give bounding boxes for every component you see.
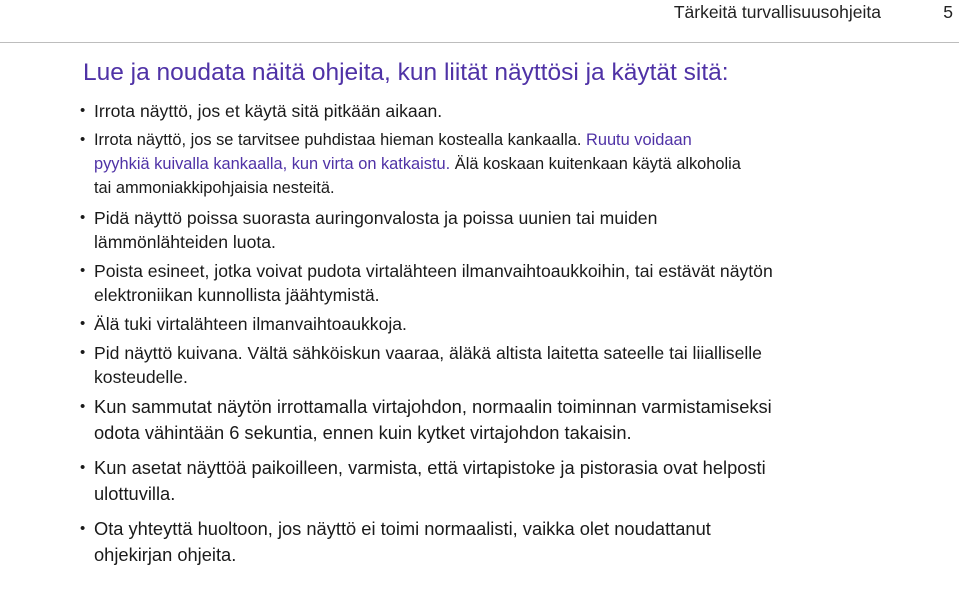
list-item bbox=[80, 455, 955, 507]
list-item bbox=[80, 341, 955, 389]
header-title: Tärkeitä turvallisuusohjeita bbox=[673, 2, 881, 22]
bullet: • bbox=[80, 209, 86, 226]
bullet: • bbox=[80, 131, 86, 148]
safety-instructions-list bbox=[80, 99, 955, 577]
item-text: Irrota näyttö, jos se tarvitsee puhdistaa hieman kostealla kankaalla. bbox=[94, 131, 582, 149]
page-header bbox=[0, 0, 959, 43]
list-item bbox=[80, 206, 955, 254]
item-text: lämmönlähteiden luota. bbox=[94, 232, 276, 252]
item-text: tai ammoniakkipohjaisia nesteitä. bbox=[94, 179, 335, 197]
list-item bbox=[80, 128, 955, 200]
list-item bbox=[80, 516, 955, 568]
item-text: Älä tuki virtalähteen ilmanvaihtoaukkoja. bbox=[94, 314, 407, 334]
bullet: • bbox=[80, 520, 86, 537]
item-text: Kun sammutat näytön irrottamalla virtajohdon, normaalin toiminnan varmistamiseksi bbox=[94, 396, 772, 417]
item-text-highlight: pyyhkiä kuivalla kankaalla, kun virta on katkaistu. bbox=[94, 155, 451, 173]
item-text: Poista esineet, jotka voivat pudota virtalähteen ilmanvaihtoaukkoihin, tai estävät näytön bbox=[94, 261, 773, 281]
item-text: ulottuvilla. bbox=[94, 483, 176, 504]
item-text: odota vähintään 6 sekuntia, ennen kuin kytket virtajohdon takaisin. bbox=[94, 422, 632, 443]
item-text: Kun asetat näyttöä paikoilleen, varmista, että virtapistoke ja pistorasia ovat helposti bbox=[94, 457, 766, 478]
item-text: ohjekirjan ohjeita. bbox=[94, 544, 237, 565]
bullet: • bbox=[80, 315, 86, 332]
list-item bbox=[80, 312, 955, 336]
item-text-line bbox=[94, 152, 955, 176]
item-text-highlight: Ruutu voidaan bbox=[581, 131, 692, 149]
item-text: Pidä näyttö poissa suorasta auringonvalosta ja poissa uunien tai muiden bbox=[94, 208, 658, 228]
item-text: Ota yhteyttä huoltoon, jos näyttö ei toimi normaalisti, vaikka olet noudattanut bbox=[94, 518, 711, 539]
bullet: • bbox=[80, 344, 86, 361]
item-text: elektroniikan kunnollista jäähtymistä. bbox=[94, 285, 380, 305]
section-heading: Lue ja noudata näitä ohjeita, kun liität näyttösi ja käytät sitä: bbox=[83, 59, 729, 86]
item-text: Pid näyttö kuivana. Vältä sähköiskun vaaraa, äläkä altista laitetta sateelle tai liialliselle bbox=[94, 343, 762, 363]
list-item bbox=[80, 99, 955, 123]
bullet: • bbox=[80, 262, 86, 279]
page-number: 5 bbox=[943, 2, 953, 22]
item-text: kosteudelle. bbox=[94, 367, 188, 387]
item-text-line bbox=[94, 128, 955, 152]
bullet: • bbox=[80, 459, 86, 476]
list-item bbox=[80, 259, 955, 307]
list-item bbox=[80, 394, 955, 446]
bullet: • bbox=[80, 398, 86, 415]
bullet: • bbox=[80, 102, 86, 119]
item-text: Älä koskaan kuitenkaan käytä alkoholia bbox=[450, 155, 741, 173]
item-text: Irrota näyttö, jos et käytä sitä pitkään aikaan. bbox=[94, 101, 443, 121]
